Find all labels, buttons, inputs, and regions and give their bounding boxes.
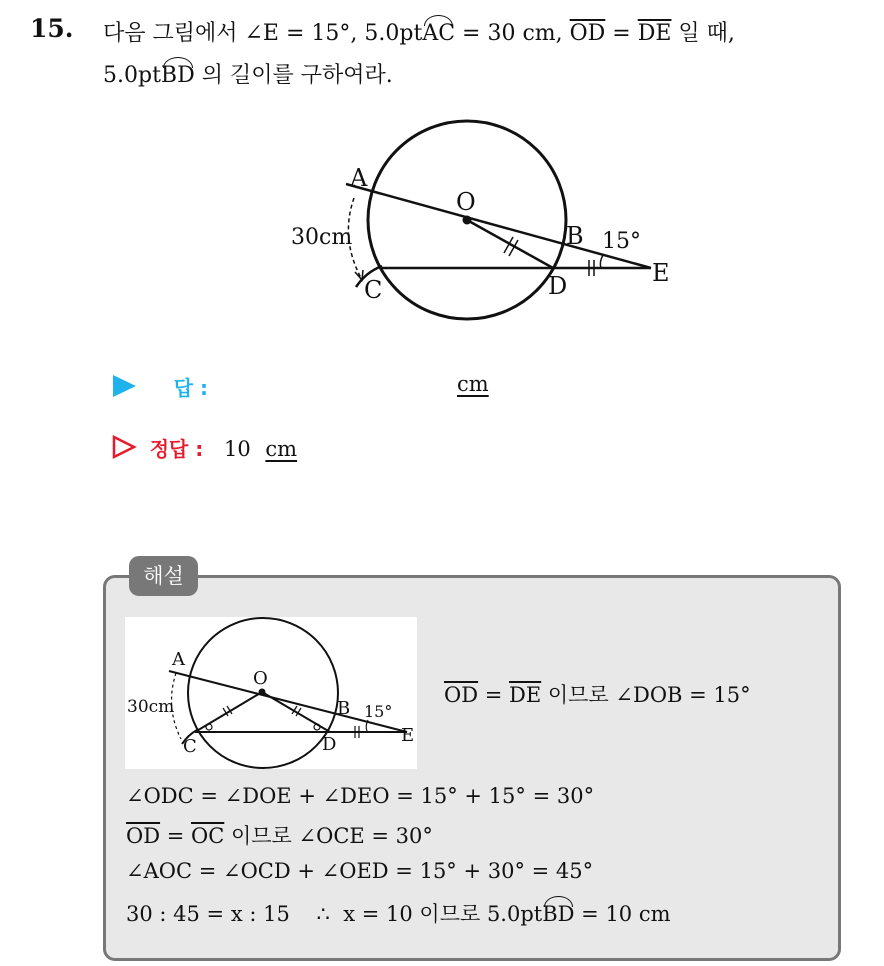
length-label-2: 30cm [127, 697, 175, 717]
label-a: A [350, 164, 368, 192]
length-label: 30cm [291, 225, 353, 250]
segment-od-line [467, 220, 553, 268]
question-prefix: 5.0pt [103, 63, 161, 88]
answer-row [111, 372, 489, 401]
label-b-2: B [337, 698, 351, 719]
explanation-side-line [444, 679, 751, 709]
side-seg-od: $\overline{OD}$ [444, 683, 479, 707]
label-d: D [548, 272, 568, 300]
side-seg-de: $\overline{DE}$ [509, 683, 542, 707]
equals: = [605, 21, 638, 46]
explanation-line-2 [126, 820, 433, 850]
label-c: C [364, 276, 383, 304]
label-d-2: D [322, 734, 337, 755]
line2-seg-od: $\overline{OD}$ [126, 824, 161, 848]
line2-seg-oc: $\overline{OC}$ [191, 824, 225, 848]
line4-arc-bd: BD [542, 902, 575, 926]
question-end-2: 의 길이를 구하여라. [194, 63, 393, 88]
explanation-tab: 해설 [129, 556, 198, 596]
point-o [463, 216, 472, 225]
explanation-line-4 [126, 898, 671, 928]
point-o-2 [259, 689, 266, 696]
answer-arrow-icon [111, 374, 137, 398]
side-rest: 이므로 ∠DOB = 15° [541, 683, 751, 707]
label-a-2: A [172, 649, 185, 670]
answer-unit: cm [457, 372, 489, 396]
label-e-2: E [401, 725, 415, 746]
arc-bd: BD [160, 63, 195, 88]
correct-value: 10 [223, 437, 251, 461]
explanation-line-1: ∠ODC = ∠DOE + ∠DEO = 15° + 15° = 30° [126, 784, 595, 808]
answer-label: 답 : [173, 376, 208, 400]
explanation-figure [125, 617, 417, 769]
label-o-2: O [253, 668, 268, 689]
question-end: 일 때, [671, 21, 735, 46]
line4-prefix: 30 : 45 = x : 15 ∴ x = 10 이므로 5.0pt [126, 902, 543, 926]
label-o: O [456, 188, 476, 216]
line4-rest: = 10 cm [574, 902, 671, 926]
angle-arc [600, 255, 603, 268]
side-eq: = [478, 683, 510, 707]
explanation-line-3: ∠AOC = ∠OCD + ∠OED = 15° + 30° = 45° [126, 859, 594, 883]
correct-arrow-icon [111, 435, 137, 459]
segment-oc-2 [195, 692, 262, 732]
correct-answer-row [111, 433, 297, 462]
label-b: B [566, 222, 584, 250]
line2-eq: = [160, 824, 192, 848]
segment-od: $\overline{OD}$ [569, 21, 606, 46]
question-mid: = 30 cm, [455, 21, 570, 46]
angle-mark-c [206, 724, 212, 730]
line-ae [346, 184, 651, 268]
angle-label-2: 15° [364, 702, 393, 721]
correct-label: 정답 : [149, 437, 204, 461]
angle-label: 15° [602, 229, 641, 254]
arc-ac: AC [422, 21, 456, 46]
question-figure [0, 0, 884, 340]
label-c-2: C [183, 736, 197, 757]
question-intro: 다음 그림에서 ∠E = 15°, 5.0pt [103, 21, 423, 46]
segment-de: $\overline{DE}$ [637, 21, 672, 46]
label-e: E [652, 259, 670, 287]
question-number: 15. [30, 14, 74, 43]
correct-unit: cm [265, 437, 298, 461]
line2-rest: 이므로 ∠OCE = 30° [224, 824, 433, 848]
